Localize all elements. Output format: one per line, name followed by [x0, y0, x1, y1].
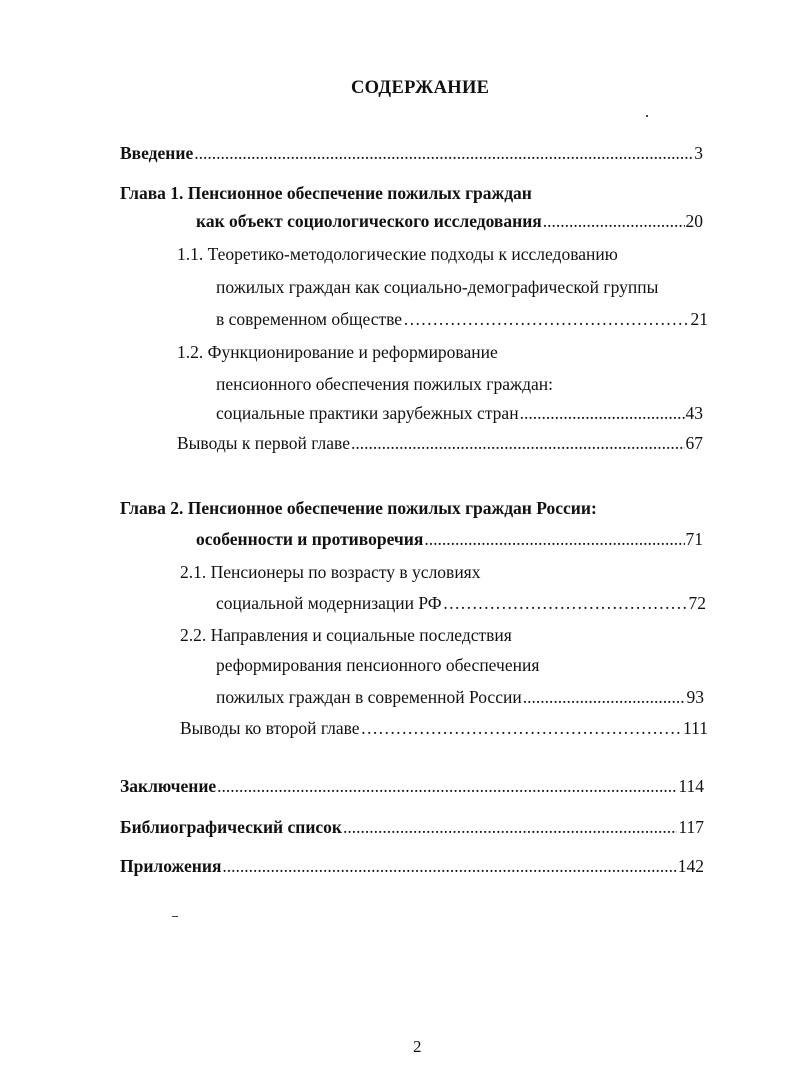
- leader-dots: [443, 592, 688, 614]
- toc-page-number: 93: [686, 687, 704, 707]
- section-1-1-line-2[interactable]: пожилых граждан как социально-демографической группы: [216, 277, 659, 297]
- toc-label: Выводы к первой главе: [177, 433, 350, 453]
- toc-entry-section-1-2[interactable]: [216, 402, 703, 424]
- toc-page-number: 43: [685, 403, 703, 423]
- toc-page-number: 72: [688, 593, 706, 613]
- toc-label: пожилых граждан в современной России: [216, 687, 522, 707]
- leader-dots: [424, 528, 684, 550]
- toc-label: социальной модернизации РФ: [216, 593, 442, 613]
- toc-label: как объект социологического исследования: [196, 211, 542, 231]
- section-1-2-line-2[interactable]: пенсионного обеспечения пожилых граждан:: [216, 374, 553, 394]
- scan-speck: [646, 115, 648, 117]
- chapter-1-title[interactable]: Глава 1. Пенсионное обеспечение пожилых граждан: [120, 183, 532, 203]
- leader-dots: [222, 855, 676, 877]
- toc-entry-appendices[interactable]: [120, 855, 704, 877]
- section-1-1-line-1[interactable]: 1.1. Теоретико-методологические подходы к исследованию: [177, 244, 618, 264]
- toc-label: Библиографический список: [120, 817, 343, 837]
- toc-entry-section-2-2[interactable]: [216, 686, 704, 708]
- toc-entry-conclusions-1[interactable]: [177, 432, 703, 454]
- leader-dots: [520, 402, 685, 424]
- toc-page-number: 20: [685, 211, 703, 231]
- leader-dots: [351, 432, 685, 454]
- toc-label: социальные практики зарубежных стран: [216, 403, 519, 423]
- toc-page-number: 111: [683, 718, 708, 738]
- toc-page-number: 3: [694, 143, 703, 163]
- toc-page-number: 71: [685, 529, 703, 549]
- toc-entry-chapter-1[interactable]: [196, 210, 703, 232]
- section-1-2-line-1[interactable]: 1.2. Функционирование и реформирование: [177, 342, 498, 362]
- toc-page-number: 114: [678, 776, 704, 796]
- section-2-1-line-1[interactable]: 2.1. Пенсионеры по возрасту в условиях: [180, 562, 481, 582]
- toc-page-number: 67: [685, 433, 703, 453]
- leader-dots: [523, 686, 686, 708]
- toc-entry-intro[interactable]: [120, 142, 703, 164]
- leader-dots: [403, 308, 689, 330]
- page-number: 2: [413, 1037, 422, 1056]
- leader-dots: [217, 775, 677, 797]
- toc-label: Заключение: [120, 776, 217, 796]
- toc-entry-section-2-1[interactable]: [216, 592, 706, 614]
- toc-label: в современном обществе: [216, 309, 403, 329]
- toc-page-number: 21: [690, 309, 708, 329]
- toc-label: Введение: [120, 143, 194, 163]
- scan-speck: [172, 916, 178, 917]
- toc-entry-chapter-2[interactable]: [196, 528, 703, 550]
- section-2-2-line-2[interactable]: реформирования пенсионного обеспечения: [216, 655, 540, 675]
- leader-dots: [361, 717, 683, 739]
- toc-label: особенности и противоречия: [196, 529, 424, 549]
- toc-label: Выводы ко второй главе: [180, 718, 360, 738]
- leader-dots: [543, 210, 685, 232]
- toc-page-number: 142: [677, 856, 704, 876]
- toc-page-number: 117: [678, 817, 704, 837]
- leader-dots: [194, 142, 693, 164]
- leader-dots: [343, 816, 677, 838]
- toc-entry-section-1-1[interactable]: [216, 308, 708, 330]
- section-2-2-line-1[interactable]: 2.2. Направления и социальные последствия: [180, 625, 512, 645]
- toc-entry-bibliography[interactable]: [120, 816, 704, 838]
- chapter-2-title[interactable]: Глава 2. Пенсионное обеспечение пожилых граждан России:: [120, 498, 597, 518]
- toc-entry-conclusion[interactable]: [120, 775, 704, 797]
- toc-label: Приложения: [120, 856, 222, 876]
- toc-entry-conclusions-2[interactable]: [180, 717, 708, 739]
- page-title: СОДЕРЖАНИЕ: [351, 78, 490, 98]
